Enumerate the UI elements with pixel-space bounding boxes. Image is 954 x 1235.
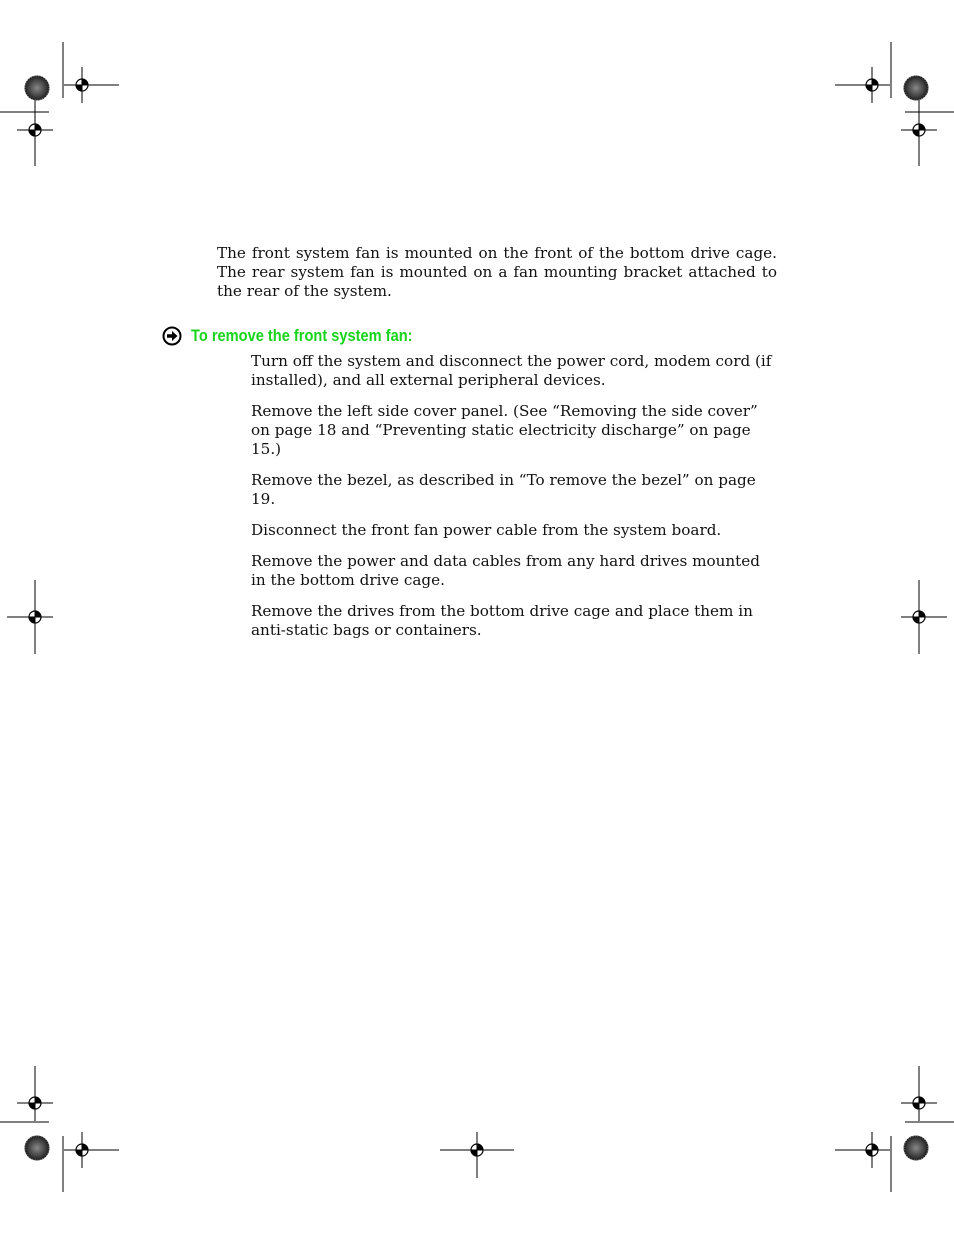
procedure-step: Disconnect the front fan power cable from the system board. xyxy=(251,521,722,539)
star-target-icon xyxy=(25,1136,49,1160)
arrow-circle-icon xyxy=(162,326,182,346)
procedure-steps xyxy=(251,352,779,652)
procedure-step: Remove the bezel, as described in “To remove the bezel” on page 19. xyxy=(251,471,756,508)
procedure-title: To remove the front system fan: xyxy=(191,326,413,345)
procedure-step: Remove the left side cover panel. (See “Removing the side cover” on page 18 and “Preventing static electricity discharge” on page 15.) xyxy=(251,402,758,458)
star-target-icon xyxy=(25,76,49,100)
intro-paragraph: The front system fan is mounted on the front of the bottom drive cage. The rear system fan is mounted on a fan mounting bracket attached to the rear of the system. xyxy=(217,244,777,300)
procedure-heading xyxy=(162,324,449,348)
procedure-step: Remove the drives from the bottom drive cage and place them in anti-static bags or containers. xyxy=(251,602,753,639)
star-target-icon xyxy=(904,1136,928,1160)
procedure-step: Remove the power and data cables from any hard drives mounted in the bottom drive cage. xyxy=(251,552,760,589)
procedure-step: Turn off the system and disconnect the power cord, modem cord (if installed), and all external peripheral devices. xyxy=(251,352,772,389)
star-target-icon xyxy=(904,76,928,100)
